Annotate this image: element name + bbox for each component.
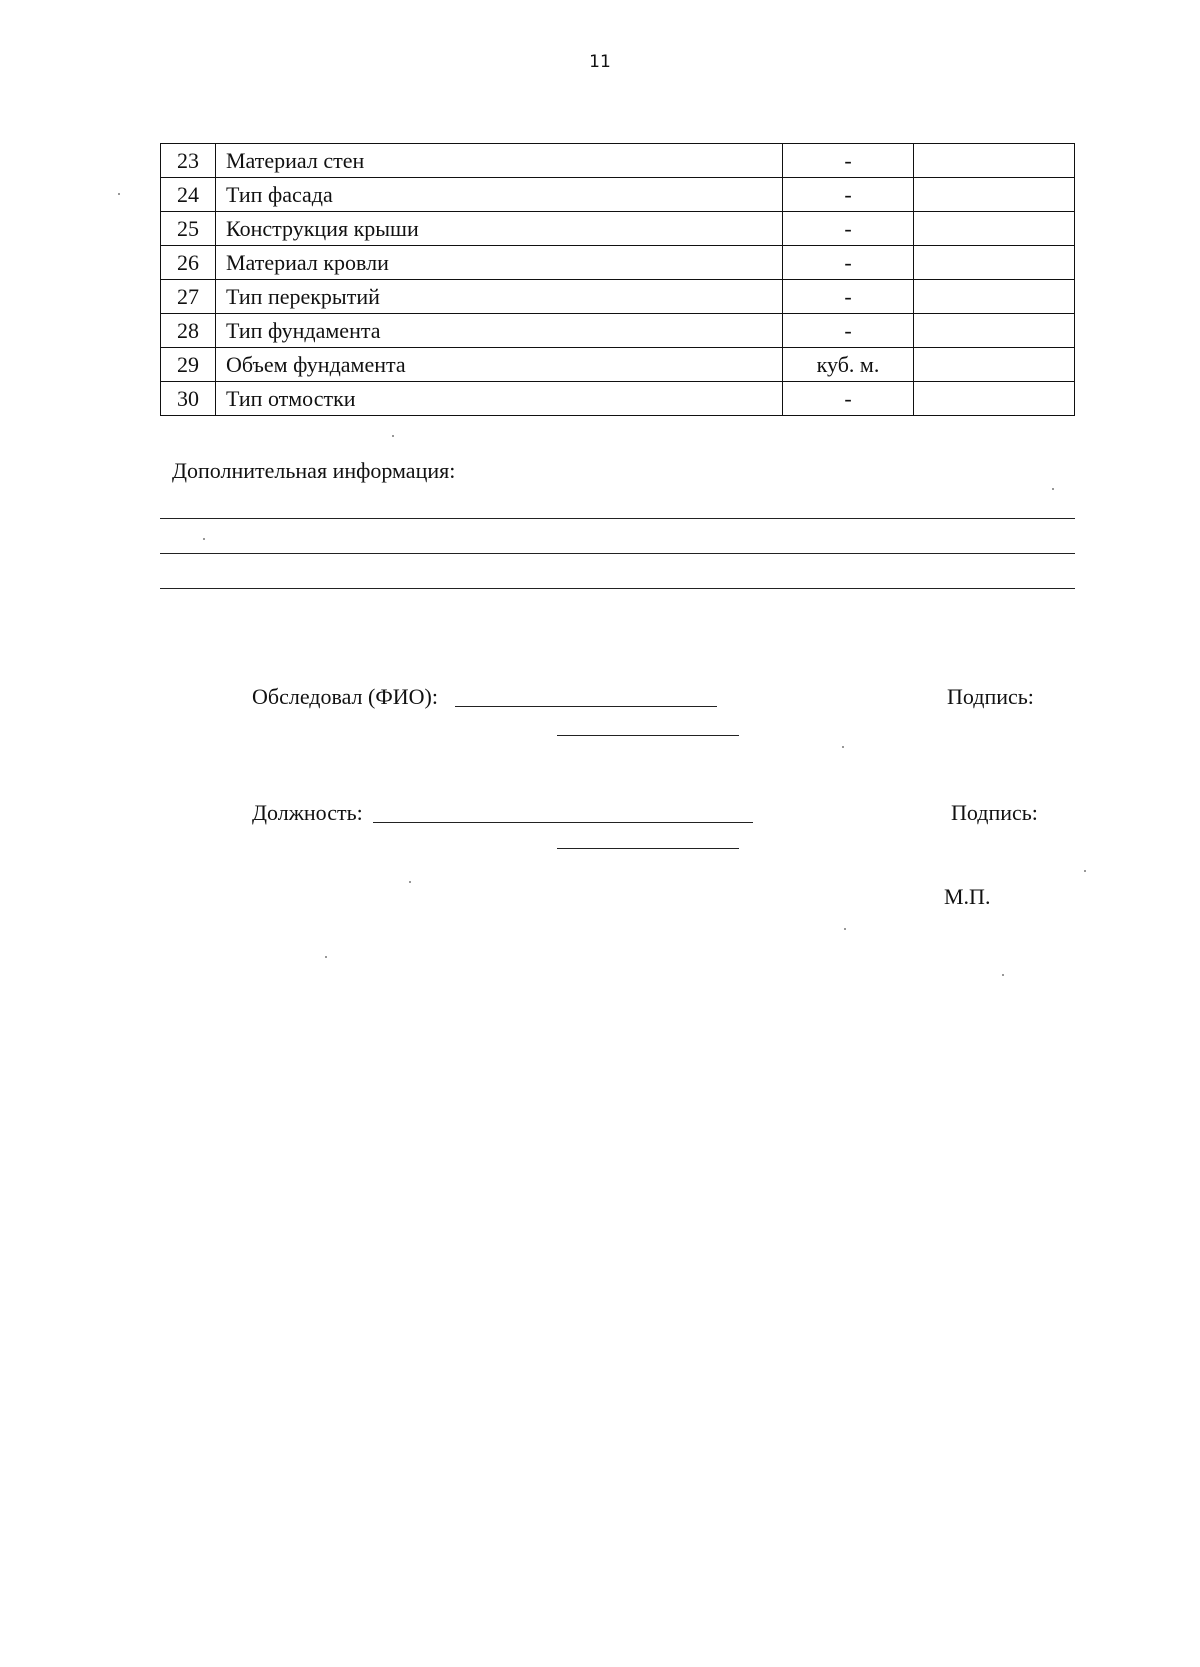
row-name: Тип фундамента	[216, 314, 783, 348]
row-name: Тип отмостки	[216, 382, 783, 416]
row-unit: -	[783, 314, 914, 348]
additional-info-label: Дополнительная информация:	[172, 458, 456, 483]
row-number: 28	[161, 314, 216, 348]
row-number: 23	[161, 144, 216, 178]
table-row	[161, 280, 1075, 314]
table-row	[161, 246, 1075, 280]
row-value	[914, 212, 1075, 246]
table-row	[161, 348, 1075, 382]
row-unit: куб. м.	[783, 348, 914, 382]
row-value	[914, 382, 1075, 416]
table-row	[161, 212, 1075, 246]
scan-speck	[392, 435, 394, 437]
scan-speck	[1052, 488, 1054, 490]
row-number: 25	[161, 212, 216, 246]
row-unit: -	[783, 144, 914, 178]
table-row	[161, 314, 1075, 348]
page-number: 11	[589, 52, 611, 72]
position-signature-label: Подпись:	[951, 800, 1038, 825]
scan-speck	[325, 956, 327, 958]
inspector-name-line	[455, 706, 717, 707]
row-unit: -	[783, 178, 914, 212]
row-name: Тип перекрытий	[216, 280, 783, 314]
scan-speck	[1002, 974, 1004, 976]
table-row	[161, 178, 1075, 212]
row-value	[914, 144, 1075, 178]
position-label: Должность:	[252, 800, 363, 825]
scan-speck	[203, 538, 205, 540]
position-signature-line	[557, 848, 739, 849]
scan-speck	[118, 193, 120, 195]
row-number: 26	[161, 246, 216, 280]
row-value	[914, 246, 1075, 280]
row-unit: -	[783, 212, 914, 246]
row-name: Конструкция крыши	[216, 212, 783, 246]
row-value	[914, 348, 1075, 382]
row-number: 24	[161, 178, 216, 212]
scan-speck	[409, 881, 411, 883]
row-value	[914, 314, 1075, 348]
additional-info-line	[160, 518, 1075, 519]
table-row	[161, 144, 1075, 178]
row-name: Материал кровли	[216, 246, 783, 280]
row-name: Объем фундамента	[216, 348, 783, 382]
inspector-signature-label: Подпись:	[947, 684, 1034, 709]
additional-info-line	[160, 588, 1075, 589]
row-number: 27	[161, 280, 216, 314]
inspector-signature-line	[557, 735, 739, 736]
scan-speck	[842, 746, 844, 748]
specification-table	[160, 143, 1075, 416]
row-value	[914, 280, 1075, 314]
row-unit: -	[783, 382, 914, 416]
table-row	[161, 382, 1075, 416]
inspector-label: Обследовал (ФИО):	[252, 684, 438, 709]
scan-speck	[844, 928, 846, 930]
row-unit: -	[783, 246, 914, 280]
row-name: Материал стен	[216, 144, 783, 178]
row-number: 30	[161, 382, 216, 416]
additional-info-line	[160, 553, 1075, 554]
stamp-label: М.П.	[944, 884, 991, 909]
row-name: Тип фасада	[216, 178, 783, 212]
row-unit: -	[783, 280, 914, 314]
scan-speck	[1084, 870, 1086, 872]
row-number: 29	[161, 348, 216, 382]
position-line	[373, 822, 753, 823]
row-value	[914, 178, 1075, 212]
